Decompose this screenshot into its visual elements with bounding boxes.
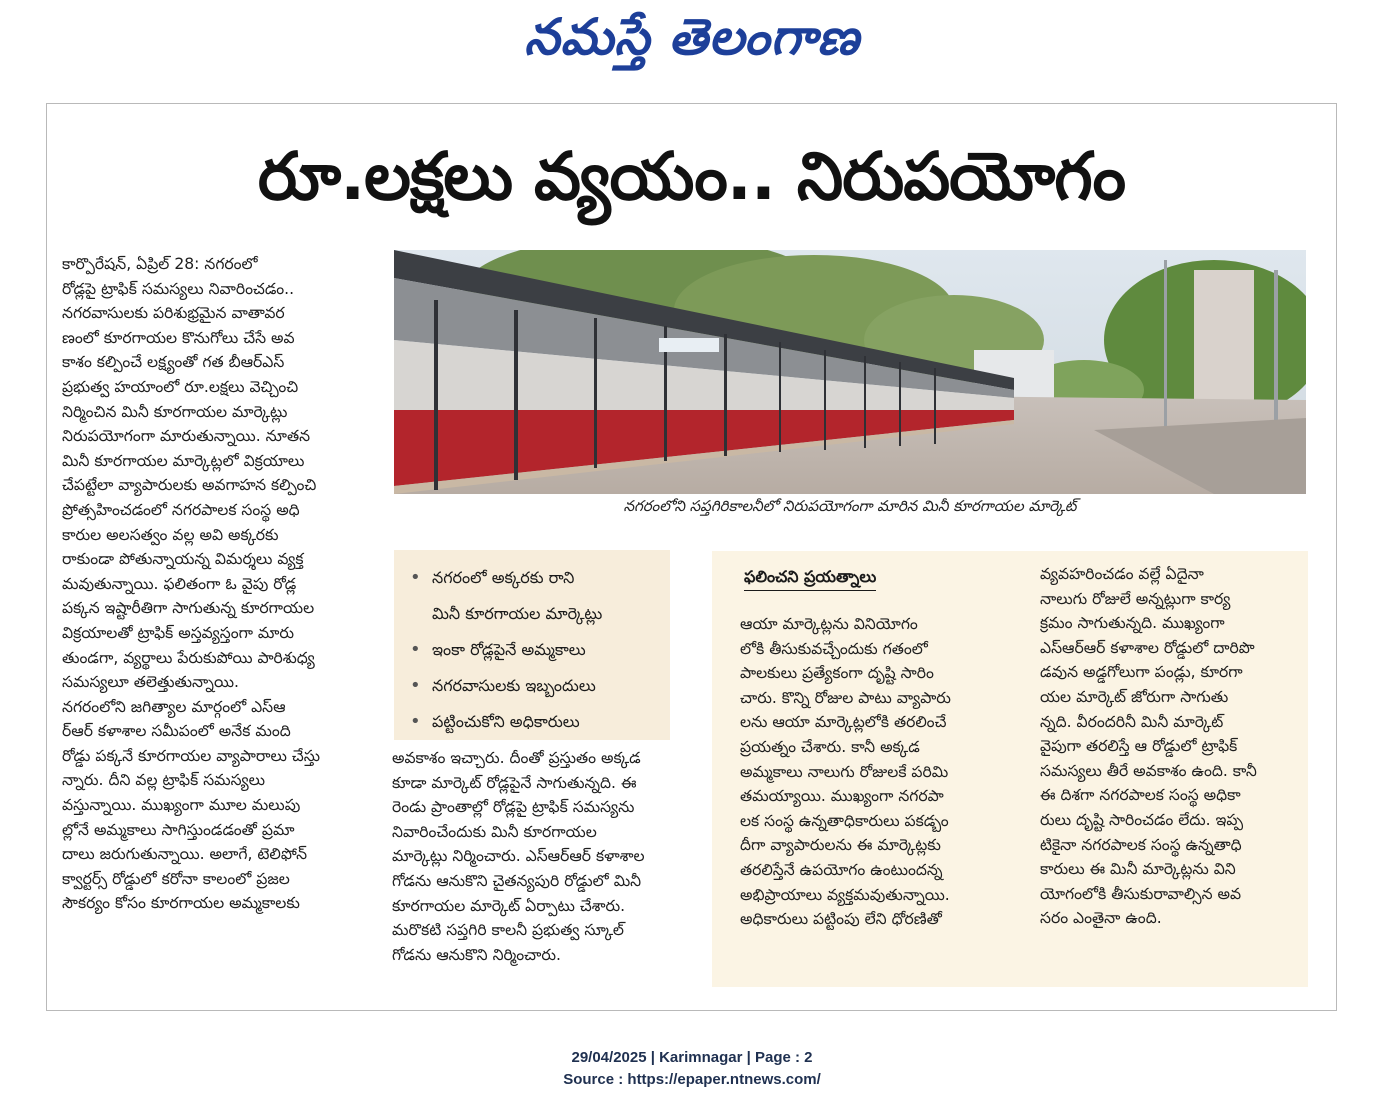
- text-line: సౌకర్యం కోసం కూరగాయల అమ్మకాలకు: [62, 894, 300, 913]
- text-line: నాలుగు రోజులే అన్నట్లుగా కార్య: [1040, 589, 1231, 608]
- sidebar-title: [744, 567, 876, 591]
- text-line: యోగంలోకి తీసుకురావాల్సిన అవ: [1040, 884, 1242, 903]
- highlight-item: • పట్టించుకోని అధికారులు: [406, 704, 662, 740]
- text-line: న్నారు. దీని వల్ల ట్రాఫిక్ సమస్యలు: [62, 771, 266, 790]
- text-line: లను ఆయా మార్కెట్లలోకి తరలించే: [740, 713, 947, 732]
- text-line: ప్రయత్నం చేశారు. కానీ అక్కడ: [740, 737, 920, 756]
- text-line: నిరుపయోగంగా మారుతున్నాయి. నూతన: [62, 427, 311, 446]
- text-line: రులు దృష్టి సారించడం లేదు. ఇప్ప: [1040, 810, 1244, 829]
- text-line: లక సంస్థ ఉన్నతాధికారులు పకడ్బం: [740, 811, 949, 830]
- text-line: రాకుండా పోతున్నాయన్న విమర్శలు వ్యక్త: [62, 550, 304, 569]
- text-line: అవకాశం ఇచ్చారు. దీంతో ప్రస్తుతం అక్కడ: [392, 749, 641, 767]
- highlight-item: • ఇంకా రోడ్లపైనే అమ్మకాలు: [406, 632, 662, 668]
- text-line: వైపుగా తరలిస్తే ఆ రోడ్డులో ట్రాఫిక్: [1040, 737, 1238, 756]
- sidebar-column-2: [1040, 562, 1290, 931]
- text-line: గోడను ఆనుకొని చైతన్యపురి రోడ్డులో మినీ: [392, 871, 642, 890]
- text-line: నిర్మించిన మినీ కూరగాయల మార్కెట్లు: [62, 402, 288, 421]
- text-line: దాలు జరుగుతున్నాయి. అలాగే, టెలిఫోన్: [62, 845, 308, 864]
- market-photo: [394, 250, 1306, 494]
- text-line: చారు. కొన్ని రోజుల పాటు వ్యాపారు: [740, 688, 951, 707]
- text-line: గోడను ఆనుకొని నిర్మించారు.: [392, 945, 561, 964]
- highlights-box: [394, 550, 670, 740]
- text-line: సరం ఎంతైనా ఉంది.: [1040, 909, 1162, 928]
- text-line: అధికారులు పట్టింపు లేని ధోరణితో: [740, 910, 942, 929]
- text-line: అభిప్రాయాలు వ్యక్తమవుతున్నాయి.: [740, 885, 950, 904]
- text-line: లోకి తీసుకువచ్చేందుకు గతంలో: [740, 639, 928, 658]
- text-line: తుండగా, వ్యర్థాలు పేరుకుపోయి పారిశుధ్య: [62, 648, 315, 667]
- text-line: ఈ దిశగా నగరపాలక సంస్థ అధికా: [1040, 786, 1241, 805]
- text-line: క్వార్టర్స్ రోడ్డులో కరోనా కాలంలో ప్రజల: [62, 869, 290, 888]
- text-line: వస్తున్నాయి. ముఖ్యంగా మూల మలుపు: [62, 796, 301, 815]
- text-line: క్రమం సాగుతున్నది. ముఖ్యంగా: [1040, 614, 1225, 633]
- text-line: విక్రయాలతో ట్రాఫిక్ అస్తవ్యస్తంగా మారు: [62, 623, 295, 642]
- text-line: చేపట్టేలా వ్యాపారులకు అవగాహన కల్పించి: [62, 476, 317, 495]
- text-line: న్నది. వీరందరినీ మినీ మార్కెట్: [1040, 712, 1224, 731]
- text-line: పాలకులు ప్రత్యేకంగా దృష్టి సారిం: [740, 664, 934, 683]
- sidebar-title-text: ఫలించని ప్రయత్నాలు: [744, 567, 876, 591]
- text-line: కారులు ఈ మినీ మార్కెట్లను విని: [1040, 860, 1236, 879]
- highlights-list: [406, 560, 662, 740]
- article-column-1: [62, 252, 358, 916]
- text-line: ల్లోనే అమ్మకాలు సాగిస్తుండడంతో ప్రమా: [62, 820, 295, 839]
- sidebar-column-1: [740, 612, 1032, 932]
- headline: రూ.లక్షలు వ్యయం.. నిరుపయోగం: [257, 138, 1126, 215]
- text-line: మినీ కూరగాయల మార్కెట్లలో విక్రయాలు: [62, 451, 305, 470]
- text-line: నివారించేందుకు మినీ కూరగాయల: [392, 822, 597, 841]
- text-line: డవున అడ్డగోలుగా పండ్లు, కూరగా: [1040, 663, 1243, 682]
- text-line: తమయ్యాయి. ముఖ్యంగా నగరపా: [740, 787, 944, 806]
- text-line: తరలిస్తేనే ఉపయోగం ఉంటుందన్న: [740, 860, 943, 879]
- footer-source: Source : https://epaper.ntnews.com/: [563, 1071, 821, 1088]
- text-line: దీగా వ్యాపారులను ఈ మార్కెట్లకు: [740, 836, 941, 855]
- text-line: నగరంలోని జగిత్యాల మార్గంలో ఎస్ఆ: [62, 697, 286, 716]
- highlight-item: • నగరంలో అక్కరకు రాని: [406, 560, 662, 596]
- footer: [0, 1047, 1384, 1091]
- text-line: పక్కన ఇష్టారీతిగా సాగుతున్న కూరగాయల: [62, 599, 315, 618]
- text-line: ప్రభుత్వ హయాంలో రూ.లక్షలు వెచ్చించి: [62, 377, 299, 396]
- text-line: కాశం కల్పించే లక్ష్యంతో గత బీఆర్ఎస్: [62, 353, 285, 372]
- text-line: కూడా మార్కెట్ రోడ్లపైనే సాగుతున్నది. ఈ: [392, 773, 637, 792]
- text-line: యల మార్కెట్ జోరుగా సాగుతు: [1040, 687, 1229, 706]
- text-line: ప్రోత్సహించడంలో నగరపాలక సంస్థ అధి: [62, 500, 300, 519]
- text-line: వ్యవహరించడం వల్లే ఏదైనా: [1040, 565, 1204, 583]
- text-line: రెండు ప్రాంతాల్లో రోడ్లపై ట్రాఫిక్ సమస్యను: [392, 798, 635, 817]
- text-line: ణంలో కూరగాయల కొనుగోలు చేసే అవ: [62, 328, 295, 347]
- photo-caption: నగరంలోని సప్తగిరికాలనీలో నిరుపయోగంగా మారిన మినీ కూరగాయల మార్కెట్: [623, 497, 1077, 515]
- text-line: ర్ఆర్ కళాశాల సమీపంలో అనేక మంది: [62, 722, 291, 741]
- text-line: ఆయా మార్కెట్లను వినియోగం: [740, 615, 918, 633]
- text-line: రోడ్లపై ట్రాఫిక్ సమస్యలు నివారించడం..: [62, 279, 295, 298]
- text-line: మవుతున్నాయి. ఫలితంగా ఓ వైపు రోడ్ల: [62, 574, 297, 593]
- text-line: రోడ్డు పక్కనే కూరగాయల వ్యాపారాలు చేస్తు: [62, 746, 321, 765]
- text-line: కూరగాయల మార్కెట్ ఏర్పాటు చేశారు.: [392, 896, 626, 915]
- text-line: కారుల అలసత్వం వల్ల అవి అక్కరకు: [62, 525, 279, 544]
- text-line: సమస్యలు తీరే అవకాశం ఉంది. కానీ: [1040, 761, 1257, 780]
- article-column-2: [392, 746, 684, 967]
- text-line: అమ్మకాలు నాలుగు రోజులకే పరిమి: [740, 762, 949, 781]
- masthead: [0, 8, 1384, 79]
- text-line: కార్పొరేషన్, ఏప్రిల్ 28: నగరంలో: [62, 255, 258, 273]
- text-line: మార్కెట్లు నిర్మించారు. ఎస్ఆర్ఆర్ కళాశాల: [392, 847, 645, 866]
- text-line: మరొకటి సప్తగిరి కాలనీ ప్రభుత్వ స్కూల్: [392, 921, 624, 940]
- market-photo-image: [394, 250, 1306, 494]
- footer-edition-info: 29/04/2025 | Karimnagar | Page : 2: [571, 1049, 813, 1066]
- text-line: నగరవాసులకు పరిశుభ్రమైన వాతావర: [62, 304, 285, 323]
- text-line: టికైనా నగరపాలక సంస్థ ఉన్నతాధి: [1040, 835, 1242, 854]
- highlight-item: • నగరవాసులకు ఇబ్బందులు: [406, 668, 662, 704]
- text-line: ఎస్ఆర్ఆర్ కళాశాల రోడ్డులో దారిపొ: [1040, 638, 1255, 657]
- highlight-item: మినీ కూరగాయల మార్కెట్లు: [432, 604, 603, 623]
- text-line: సమస్యలూ తలెత్తుతున్నాయి.: [62, 673, 239, 692]
- masthead-logo: నమస్తే తెలంగాణ: [524, 8, 860, 66]
